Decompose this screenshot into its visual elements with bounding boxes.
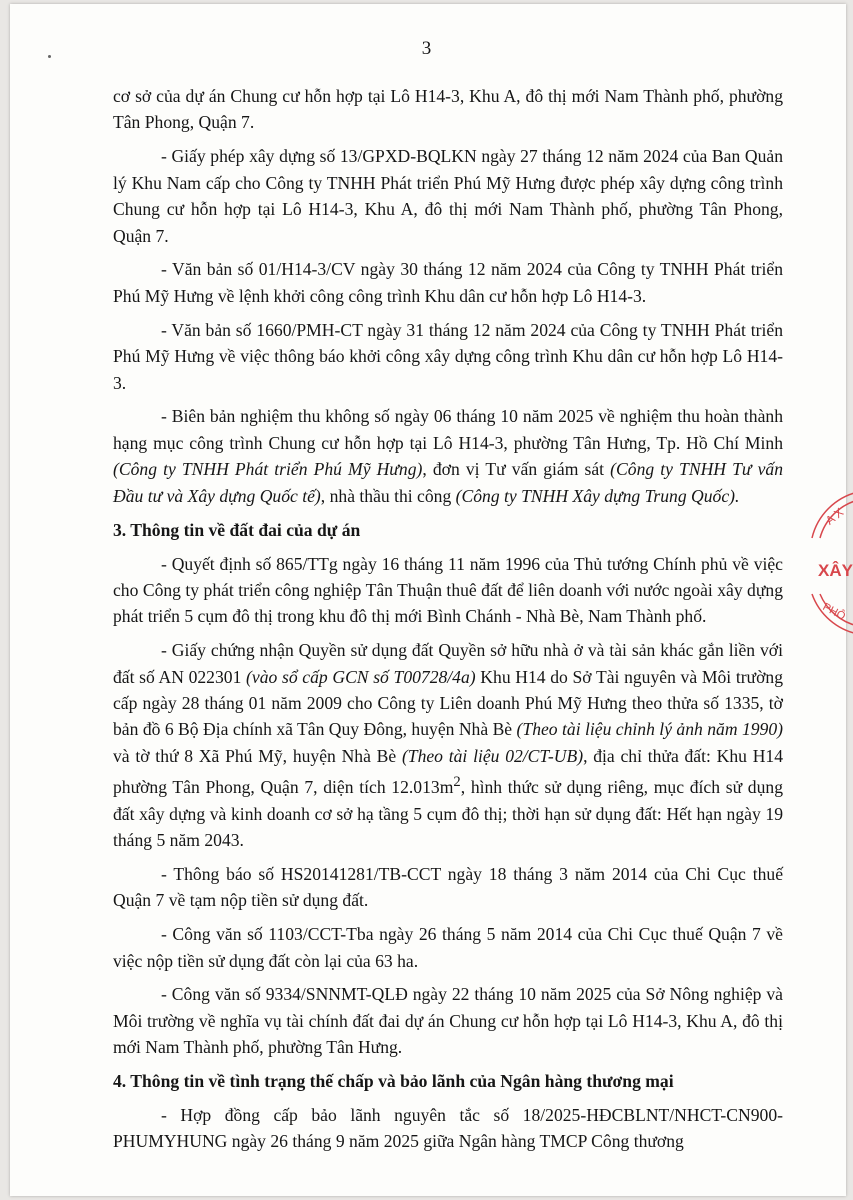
- list-paragraph: [113, 256, 783, 309]
- document-body: [113, 83, 783, 1155]
- italic-citation: (Theo tài liệu chỉnh lý ảnh năm 1990): [516, 719, 783, 740]
- italic-citation: (Công ty TNHH Xây dựng Trung Quốc).: [455, 485, 740, 506]
- text-run: , nhà thầu thi công: [320, 485, 456, 506]
- italic-citation: (vào sổ cấp GCN số T00728/4a): [246, 666, 476, 687]
- text-run: - Giấy chứng nhận Quyền sử dụng đất Quyền sở hữu nhà ở và tài sản khác gắn liền với đất số AN 022301: [113, 640, 783, 687]
- text-run: - Văn bản số 1660/PMH-CT ngày 31 tháng 12 năm 2024 của Công ty TNHH Phát triển Phú Mỹ Hưng về việc thông báo khởi công xây dựng công trình Khu dân cư hỗn hợp Lô H14-3.: [113, 319, 783, 393]
- text-run: , đơn vị Tư vấn giám sát: [422, 459, 611, 480]
- stamp-text: A X: [822, 505, 847, 528]
- text-run: - Hợp đồng cấp bảo lãnh nguyên tắc số 18/2025-HĐCBLNT/NHCT-CN900-PHUMYHUNG ngày 26 tháng 9 năm 2025 giữa Ngân hàng TMCP Công thương: [113, 1105, 783, 1152]
- list-paragraph: [113, 403, 783, 509]
- text-run: cơ sở của dự án Chung cư hỗn hợp tại Lô H14-3, Khu A, đô thị mới Nam Thành phố, phường Tân Phong, Quận 7.: [113, 86, 783, 133]
- list-paragraph: [113, 981, 783, 1060]
- list-paragraph: [113, 861, 783, 914]
- text-run: - Quyết định số 865/TTg ngày 16 tháng 11 năm 1996 của Thủ tướng Chính phủ về việc cho Công ty phát triển công nghiệp Tân Thuận thuê đất để liên doanh với nước ngoài xây dựng phát triển 5 cụm đô thị trong khu đô thị mới Bình Chánh - Nhà Bè, Nam Thành phố.: [113, 553, 783, 627]
- text-run: - Biên bản nghiệm thu không số ngày 06 tháng 10 năm 2025 về nghiệm thu hoàn thành hạng mục công trình Chung cư hỗn hợp tại Lô H14-3, phường Tân Hưng, Tp. Hồ Chí Minh: [113, 406, 783, 453]
- text-run: 3. Thông tin về đất đai của dự án: [113, 519, 361, 540]
- page-number: 3: [421, 38, 432, 59]
- stamp-text: PHÔ: [820, 601, 848, 623]
- section-heading: [113, 517, 783, 543]
- text-run: Khu H14 do Sở Tài nguyên và Môi trường cấp ngày 28 tháng 01 năm 2009 cho Công ty Liên doanh Phú Mỹ Hưng theo thửa số 1335, tờ bản đồ 6 Bộ Địa chính xã Tân Quy Đông, huyện Nhà Bè: [113, 666, 783, 740]
- list-paragraph: [113, 921, 783, 974]
- stamp-text: XÂY: [818, 561, 853, 580]
- text-run: - Văn bản số 01/H14-3/CV ngày 30 tháng 12 năm 2024 của Công ty TNHH Phát triển Phú Mỹ Hưng về lệnh khởi công công trình Khu dân cư hỗn hợp Lô H14-3.: [113, 259, 783, 306]
- text-run: , hình thức sử dụng riêng, mục đích sử dụng đất xây dựng và kinh doanh cơ sở hạ tầng 5 cụm đô thị; thời hạn sử dụng đất: Hết hạn ngày 19 tháng 5 năm 2043.: [113, 777, 783, 850]
- text-run: và tờ thứ 8 Xã Phú Mỹ, huyện Nhà Bè: [113, 745, 402, 766]
- list-paragraph: [113, 551, 783, 630]
- section-heading: [113, 1068, 783, 1094]
- list-paragraph: [113, 1102, 783, 1155]
- text-run: - Thông báo số HS20141281/TB-CCT ngày 18 tháng 3 năm 2014 của Chi Cục thuế Quận 7 về tạm nộp tiền sử dụng đất.: [113, 863, 783, 911]
- text-run: - Giấy phép xây dựng số 13/GPXD-BQLKN ngày 27 tháng 12 năm 2024 của Ban Quản lý Khu Nam cấp cho Công ty TNHH Phát triển Phú Mỹ Hưng được phép xây dựng công trình Chung cư hỗn hợp tại Lô H14-3, Khu A, đô thị mới Nam Thành phố, phường Tân Phong, Quận 7.: [113, 146, 783, 246]
- list-paragraph: [113, 317, 783, 396]
- italic-citation: (Công ty TNHH Tư vấn Đầu tư và Xây dựng Quốc tế): [113, 459, 783, 506]
- italic-citation: (Công ty TNHH Phát triển Phú Mỹ Hưng): [113, 459, 423, 480]
- italic-citation: (Theo tài liệu 02/CT-UB): [401, 745, 584, 766]
- continued-paragraph: [113, 83, 783, 136]
- red-stamp-fragment: [800, 486, 853, 636]
- text-run: - Công văn số 1103/CCT-Tba ngày 26 tháng 5 năm 2014 của Chi Cục thuế Quận 7 về việc nộp tiền sử dụng đất còn lại của 63 ha.: [113, 924, 783, 971]
- superscript: 2: [453, 774, 461, 791]
- text-run: , địa chỉ thửa đất: Khu H14 phường Tân Phong, Quận 7, diện tích 12.013m: [113, 745, 783, 798]
- text-run: - Công văn số 9334/SNNMT-QLĐ ngày 22 tháng 10 năm 2025 của Sở Nông nghiệp và Môi trường về nghĩa vụ tài chính đất đai dự án Chung cư hỗn hợp tại Lô H14-3, Khu A, đô thị mới Nam Thành phố, phường Tân Hưng.: [113, 984, 783, 1058]
- list-paragraph: [113, 143, 783, 249]
- list-paragraph: [113, 637, 783, 853]
- text-run: 4. Thông tin về tình trạng thế chấp và bảo lãnh của Ngân hàng thương mại: [113, 1071, 674, 1092]
